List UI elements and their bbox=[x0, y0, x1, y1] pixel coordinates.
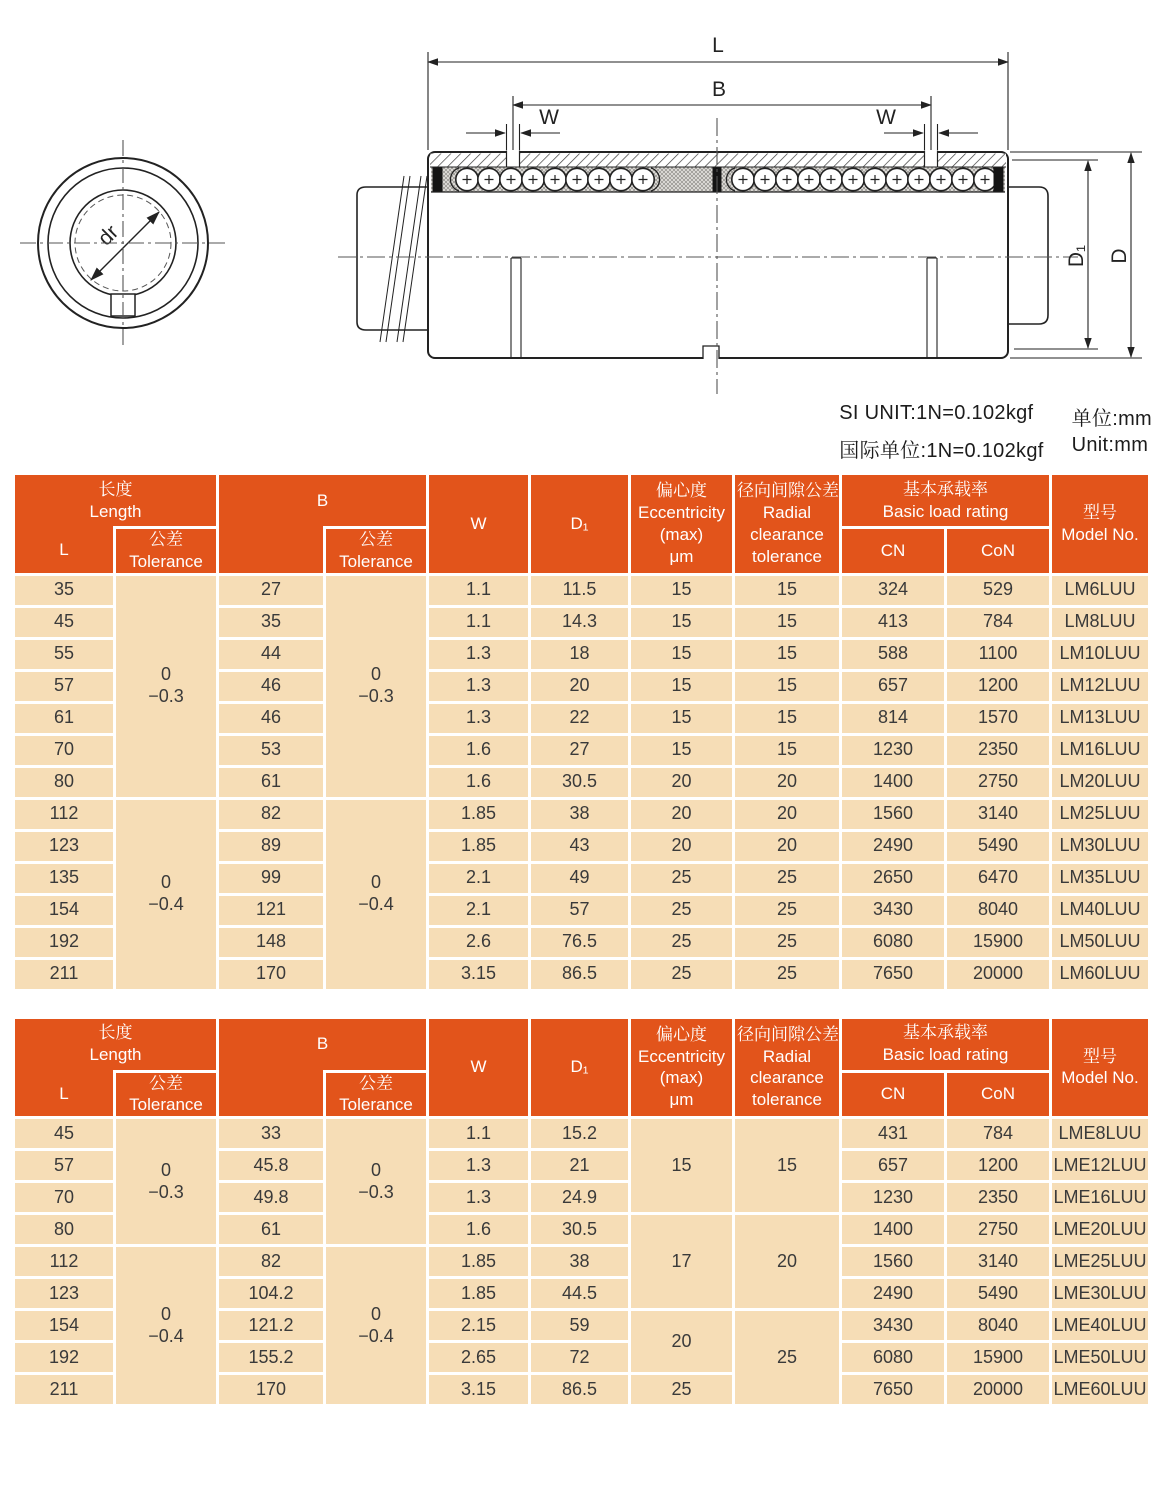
table-cell: 0 −0.3 bbox=[325, 1118, 428, 1246]
table-cell: LM20LUU bbox=[1051, 766, 1150, 798]
dim-label-w-right: W bbox=[876, 106, 896, 129]
table-cell: 15 bbox=[630, 1118, 734, 1214]
shaft-right bbox=[1009, 187, 1048, 324]
table-cell: 3.15 bbox=[428, 1374, 530, 1406]
table-cell: 1560 bbox=[841, 798, 946, 830]
table-cell: 25 bbox=[734, 862, 841, 894]
spec-tables bbox=[0, 472, 1160, 1407]
front-view bbox=[20, 140, 226, 346]
table-cell: LM12LUU bbox=[1051, 670, 1150, 702]
table-cell: 1400 bbox=[841, 1214, 946, 1246]
table-cell: 324 bbox=[841, 574, 946, 606]
table-cell: 135 bbox=[14, 862, 115, 894]
table-cell: 49.8 bbox=[218, 1182, 325, 1214]
table-cell: 18 bbox=[530, 638, 630, 670]
table-cell: 6080 bbox=[841, 1342, 946, 1374]
table-cell: 46 bbox=[218, 670, 325, 702]
table-cell: 86.5 bbox=[530, 1374, 630, 1406]
table-cell: 814 bbox=[841, 702, 946, 734]
table-cell: 15 bbox=[630, 734, 734, 766]
col-header-b-spacer bbox=[218, 1071, 325, 1118]
table-cell: 529 bbox=[946, 574, 1051, 606]
table-cell: 413 bbox=[841, 606, 946, 638]
table-cell: 38 bbox=[530, 798, 630, 830]
table-cell: 76.5 bbox=[530, 926, 630, 958]
table-cell: 2750 bbox=[946, 766, 1051, 798]
table-cell: 15.2 bbox=[530, 1118, 630, 1150]
table-cell: 6470 bbox=[946, 862, 1051, 894]
table-cell: 5490 bbox=[946, 1278, 1051, 1310]
table-cell: 3430 bbox=[841, 894, 946, 926]
table-cell: 57 bbox=[14, 1150, 115, 1182]
table-cell: 2.6 bbox=[428, 926, 530, 958]
table-cell: 155.2 bbox=[218, 1342, 325, 1374]
table-cell: LM25LUU bbox=[1051, 798, 1150, 830]
table-cell: 25 bbox=[630, 894, 734, 926]
table-cell: 35 bbox=[218, 606, 325, 638]
table-cell: 72 bbox=[530, 1342, 630, 1374]
col-header-eccentricity: 偏心度 Eccentricity (max) μm bbox=[630, 1017, 734, 1118]
table-cell: 8040 bbox=[946, 1310, 1051, 1342]
table-cell: 25 bbox=[630, 926, 734, 958]
table-cell: 1.1 bbox=[428, 1118, 530, 1150]
table-cell: 45 bbox=[14, 606, 115, 638]
table-cell: LME8LUU bbox=[1051, 1118, 1150, 1150]
table-cell: 25 bbox=[734, 926, 841, 958]
table-cell: 20 bbox=[734, 1214, 841, 1310]
table-cell: 20 bbox=[630, 830, 734, 862]
table-cell: 20 bbox=[630, 1310, 734, 1374]
table-cell: LME40LUU bbox=[1051, 1310, 1150, 1342]
table-cell: 170 bbox=[218, 958, 325, 990]
table-cell: 0 −0.3 bbox=[325, 574, 428, 798]
col-header-b-tolerance: 公差 Tolerance bbox=[325, 1071, 428, 1118]
col-header-w: W bbox=[428, 1017, 530, 1118]
table-cell: LM35LUU bbox=[1051, 862, 1150, 894]
table-cell: 25 bbox=[734, 1310, 841, 1406]
table-cell: 30.5 bbox=[530, 1214, 630, 1246]
seal-left bbox=[433, 168, 443, 192]
col-header-b: B bbox=[218, 474, 428, 528]
table-cell: 112 bbox=[14, 798, 115, 830]
w-groove-left bbox=[507, 150, 520, 168]
table-cell: LM40LUU bbox=[1051, 894, 1150, 926]
col-header-radial-clearance: 径向间隙公差 Radial clearance tolerance bbox=[734, 1017, 841, 1118]
table-cell: LM16LUU bbox=[1051, 734, 1150, 766]
table-cell: 61 bbox=[218, 766, 325, 798]
table-cell: 22 bbox=[530, 702, 630, 734]
table-cell: 61 bbox=[14, 702, 115, 734]
section-view bbox=[338, 118, 1078, 394]
table-cell: 1200 bbox=[946, 1150, 1051, 1182]
table-cell: 70 bbox=[14, 734, 115, 766]
table-cell: 1.3 bbox=[428, 670, 530, 702]
table-cell: 30.5 bbox=[530, 766, 630, 798]
table-cell: LME50LUU bbox=[1051, 1342, 1150, 1374]
table-cell: 82 bbox=[218, 1246, 325, 1278]
table-cell: 121 bbox=[218, 894, 325, 926]
table-cell: 17 bbox=[630, 1214, 734, 1310]
table-cell: 20000 bbox=[946, 958, 1051, 990]
table-cell: 588 bbox=[841, 638, 946, 670]
table-cell: 123 bbox=[14, 830, 115, 862]
table-row bbox=[14, 798, 1150, 830]
table-cell: LME60LUU bbox=[1051, 1374, 1150, 1406]
table-cell: 14.3 bbox=[530, 606, 630, 638]
table-row bbox=[14, 1118, 1150, 1150]
table-cell: 431 bbox=[841, 1118, 946, 1150]
table-cell: 121.2 bbox=[218, 1310, 325, 1342]
table-cell: 2490 bbox=[841, 1278, 946, 1310]
table-cell: 15 bbox=[734, 606, 841, 638]
table-cell: 57 bbox=[14, 670, 115, 702]
table-cell: 15 bbox=[734, 574, 841, 606]
table-cell: 20 bbox=[734, 766, 841, 798]
dim-label-b: B bbox=[711, 78, 727, 101]
table-cell: 15900 bbox=[946, 1342, 1051, 1374]
table-cell: 1230 bbox=[841, 734, 946, 766]
col-header-model: 型号 Model No. bbox=[1051, 1017, 1150, 1118]
table-cell: 1230 bbox=[841, 1182, 946, 1214]
col-header-cn: CN bbox=[841, 1071, 946, 1118]
table-cell: LME25LUU bbox=[1051, 1246, 1150, 1278]
table-cell: 25 bbox=[630, 1374, 734, 1406]
table-cell: 20 bbox=[734, 830, 841, 862]
table-cell: 3.15 bbox=[428, 958, 530, 990]
table-cell: 33 bbox=[218, 1118, 325, 1150]
table-cell: 25 bbox=[734, 958, 841, 990]
table-cell: 657 bbox=[841, 670, 946, 702]
table-cell: 53 bbox=[218, 734, 325, 766]
spec-table-lme-luu bbox=[12, 1016, 1151, 1408]
col-header-basic-load-rating: 基本承载率 Basic load rating bbox=[841, 474, 1051, 528]
table-cell: LM13LUU bbox=[1051, 702, 1150, 734]
table-cell: LME20LUU bbox=[1051, 1214, 1150, 1246]
table-cell: 0 −0.4 bbox=[325, 798, 428, 990]
si-unit-text-cn: 国际单位:1N=0.102kgf bbox=[839, 440, 1044, 462]
table-cell: 27 bbox=[530, 734, 630, 766]
w-groove-right bbox=[925, 150, 938, 168]
table-cell: 44.5 bbox=[530, 1278, 630, 1310]
table-cell: 57 bbox=[530, 894, 630, 926]
col-header-cn: CN bbox=[841, 528, 946, 575]
table-cell: 44 bbox=[218, 638, 325, 670]
table-cell: 15 bbox=[630, 638, 734, 670]
col-header-d1: D₁ bbox=[530, 1017, 630, 1118]
table-cell: LM6LUU bbox=[1051, 574, 1150, 606]
table-cell: 7650 bbox=[841, 958, 946, 990]
col-header-con: CoN bbox=[946, 1071, 1051, 1118]
table-cell: 1200 bbox=[946, 670, 1051, 702]
table-cell: LM10LUU bbox=[1051, 638, 1150, 670]
table-cell: 2.15 bbox=[428, 1310, 530, 1342]
table-cell: 211 bbox=[14, 1374, 115, 1406]
table-cell: 70 bbox=[14, 1182, 115, 1214]
table-cell: 15 bbox=[734, 1118, 841, 1214]
table-cell: 1.85 bbox=[428, 798, 530, 830]
dr-dimension-arrow bbox=[91, 212, 159, 280]
col-header-model: 型号 Model No. bbox=[1051, 474, 1150, 575]
table-cell: 15 bbox=[630, 574, 734, 606]
dim-label-d: D bbox=[1108, 248, 1131, 264]
table-cell: LM60LUU bbox=[1051, 958, 1150, 990]
table-cell: 7650 bbox=[841, 1374, 946, 1406]
table-cell: 1.85 bbox=[428, 830, 530, 862]
table-cell: 49 bbox=[530, 862, 630, 894]
table-cell: 20 bbox=[734, 798, 841, 830]
table-cell: 154 bbox=[14, 894, 115, 926]
table-cell: LME12LUU bbox=[1051, 1150, 1150, 1182]
table-cell: 21 bbox=[530, 1150, 630, 1182]
col-header-w: W bbox=[428, 474, 530, 575]
table-cell: 89 bbox=[218, 830, 325, 862]
table-cell: 1100 bbox=[946, 638, 1051, 670]
table-cell: 27 bbox=[218, 574, 325, 606]
table-cell: 15 bbox=[630, 606, 734, 638]
table-cell: 45 bbox=[14, 1118, 115, 1150]
col-header-b: B bbox=[218, 1017, 428, 1071]
table-cell: 20 bbox=[530, 670, 630, 702]
table-cell: 1400 bbox=[841, 766, 946, 798]
si-unit-text: SI UNIT:1N=0.102kgf bbox=[839, 402, 1034, 424]
table-cell: 2650 bbox=[841, 862, 946, 894]
table-cell: LM30LUU bbox=[1051, 830, 1150, 862]
bearing-drawing-svg bbox=[0, 0, 1160, 400]
seal-right bbox=[994, 168, 1004, 192]
table-row bbox=[14, 574, 1150, 606]
dim-label-l: L bbox=[712, 34, 724, 57]
table-cell: 154 bbox=[14, 1310, 115, 1342]
table-cell: 59 bbox=[530, 1310, 630, 1342]
table-cell: 5490 bbox=[946, 830, 1051, 862]
table-cell: 35 bbox=[14, 574, 115, 606]
table-cell: 2350 bbox=[946, 1182, 1051, 1214]
table-cell: 15 bbox=[630, 670, 734, 702]
table-row bbox=[14, 1246, 1150, 1278]
table-cell: 80 bbox=[14, 766, 115, 798]
table-cell: 3140 bbox=[946, 798, 1051, 830]
table-cell: 192 bbox=[14, 1342, 115, 1374]
table-cell: 25 bbox=[630, 862, 734, 894]
table-cell: 24.9 bbox=[530, 1182, 630, 1214]
table-cell: 2750 bbox=[946, 1214, 1051, 1246]
table-cell: 211 bbox=[14, 958, 115, 990]
table-cell: 82 bbox=[218, 798, 325, 830]
table-cell: 1.85 bbox=[428, 1278, 530, 1310]
table-cell: 80 bbox=[14, 1214, 115, 1246]
table-cell: 3140 bbox=[946, 1246, 1051, 1278]
table-cell: 1.3 bbox=[428, 638, 530, 670]
table-cell: 0 −0.4 bbox=[115, 798, 218, 990]
table-cell: 2.1 bbox=[428, 894, 530, 926]
table-cell: 46 bbox=[218, 702, 325, 734]
table-cell: LME16LUU bbox=[1051, 1182, 1150, 1214]
table-cell: 1.6 bbox=[428, 734, 530, 766]
dim-label-w-left: W bbox=[539, 106, 559, 129]
table-cell: 61 bbox=[218, 1214, 325, 1246]
table-cell: 104.2 bbox=[218, 1278, 325, 1310]
table-cell: 20 bbox=[630, 766, 734, 798]
col-header-con: CoN bbox=[946, 528, 1051, 575]
table-cell: 123 bbox=[14, 1278, 115, 1310]
table-cell: 2350 bbox=[946, 734, 1051, 766]
table-cell: 99 bbox=[218, 862, 325, 894]
table-cell: 1.3 bbox=[428, 1150, 530, 1182]
table-cell: 8040 bbox=[946, 894, 1051, 926]
table-cell: 2490 bbox=[841, 830, 946, 862]
unit-note bbox=[839, 402, 1152, 463]
table-cell: 1.1 bbox=[428, 574, 530, 606]
table-cell: 1.6 bbox=[428, 766, 530, 798]
unit-mm-en: Unit:mm bbox=[1071, 434, 1149, 456]
table-cell: 20000 bbox=[946, 1374, 1051, 1406]
table-cell: 657 bbox=[841, 1150, 946, 1182]
table-cell: 0 −0.3 bbox=[115, 574, 218, 798]
table-cell: LM50LUU bbox=[1051, 926, 1150, 958]
table-cell: 784 bbox=[946, 1118, 1051, 1150]
table-cell: 148 bbox=[218, 926, 325, 958]
unit-mm-cn: 单位:mm bbox=[1071, 408, 1152, 430]
table-cell: 1570 bbox=[946, 702, 1051, 734]
table-cell: 38 bbox=[530, 1246, 630, 1278]
table-cell: 112 bbox=[14, 1246, 115, 1278]
col-header-length: 长度 Length bbox=[14, 1017, 218, 1071]
table-cell: 3430 bbox=[841, 1310, 946, 1342]
table-cell: LME30LUU bbox=[1051, 1278, 1150, 1310]
table-cell: 11.5 bbox=[530, 574, 630, 606]
table-cell: 20 bbox=[630, 798, 734, 830]
table-cell: 15 bbox=[734, 734, 841, 766]
col-header-b-spacer bbox=[218, 528, 325, 575]
col-header-d1: D₁ bbox=[530, 474, 630, 575]
table-cell: 1.1 bbox=[428, 606, 530, 638]
table-cell: 1560 bbox=[841, 1246, 946, 1278]
table-cell: 784 bbox=[946, 606, 1051, 638]
col-header-l-tolerance: 公差 Tolerance bbox=[115, 528, 218, 575]
col-header-l-tolerance: 公差 Tolerance bbox=[115, 1071, 218, 1118]
col-header-length: 长度 Length bbox=[14, 474, 218, 528]
table-cell: LM8LUU bbox=[1051, 606, 1150, 638]
table-cell: 170 bbox=[218, 1374, 325, 1406]
table-cell: 192 bbox=[14, 926, 115, 958]
table-cell: 0 −0.4 bbox=[325, 1246, 428, 1406]
table-cell: 15900 bbox=[946, 926, 1051, 958]
table-cell: 15 bbox=[630, 702, 734, 734]
col-header-radial-clearance: 径向间隙公差 Radial clearance tolerance bbox=[734, 474, 841, 575]
table-cell: 0 −0.3 bbox=[115, 1118, 218, 1246]
table-cell: 1.6 bbox=[428, 1214, 530, 1246]
table-cell: 1.3 bbox=[428, 1182, 530, 1214]
col-header-b-tolerance: 公差 Tolerance bbox=[325, 528, 428, 575]
col-header-l: L bbox=[14, 1071, 115, 1118]
table-cell: 86.5 bbox=[530, 958, 630, 990]
table-cell: 1.85 bbox=[428, 1246, 530, 1278]
spec-table-lm-luu bbox=[12, 472, 1151, 992]
table-cell: 15 bbox=[734, 702, 841, 734]
col-header-l: L bbox=[14, 528, 115, 575]
table-cell: 0 −0.4 bbox=[115, 1246, 218, 1406]
table-cell: 15 bbox=[734, 638, 841, 670]
table-cell: 15 bbox=[734, 670, 841, 702]
dim-label-dr: dr bbox=[93, 220, 124, 251]
table-cell: 2.1 bbox=[428, 862, 530, 894]
table-cell: 2.65 bbox=[428, 1342, 530, 1374]
technical-drawing bbox=[0, 0, 1160, 472]
table-cell: 55 bbox=[14, 638, 115, 670]
table-cell: 25 bbox=[734, 894, 841, 926]
table-cell: 43 bbox=[530, 830, 630, 862]
col-header-basic-load-rating: 基本承载率 Basic load rating bbox=[841, 1017, 1051, 1071]
table-cell: 1.3 bbox=[428, 702, 530, 734]
table-cell: 45.8 bbox=[218, 1150, 325, 1182]
table-cell: 6080 bbox=[841, 926, 946, 958]
table-cell: 25 bbox=[630, 958, 734, 990]
dim-label-d1: D₁ bbox=[1065, 244, 1088, 268]
col-header-eccentricity: 偏心度 Eccentricity (max) μm bbox=[630, 474, 734, 575]
